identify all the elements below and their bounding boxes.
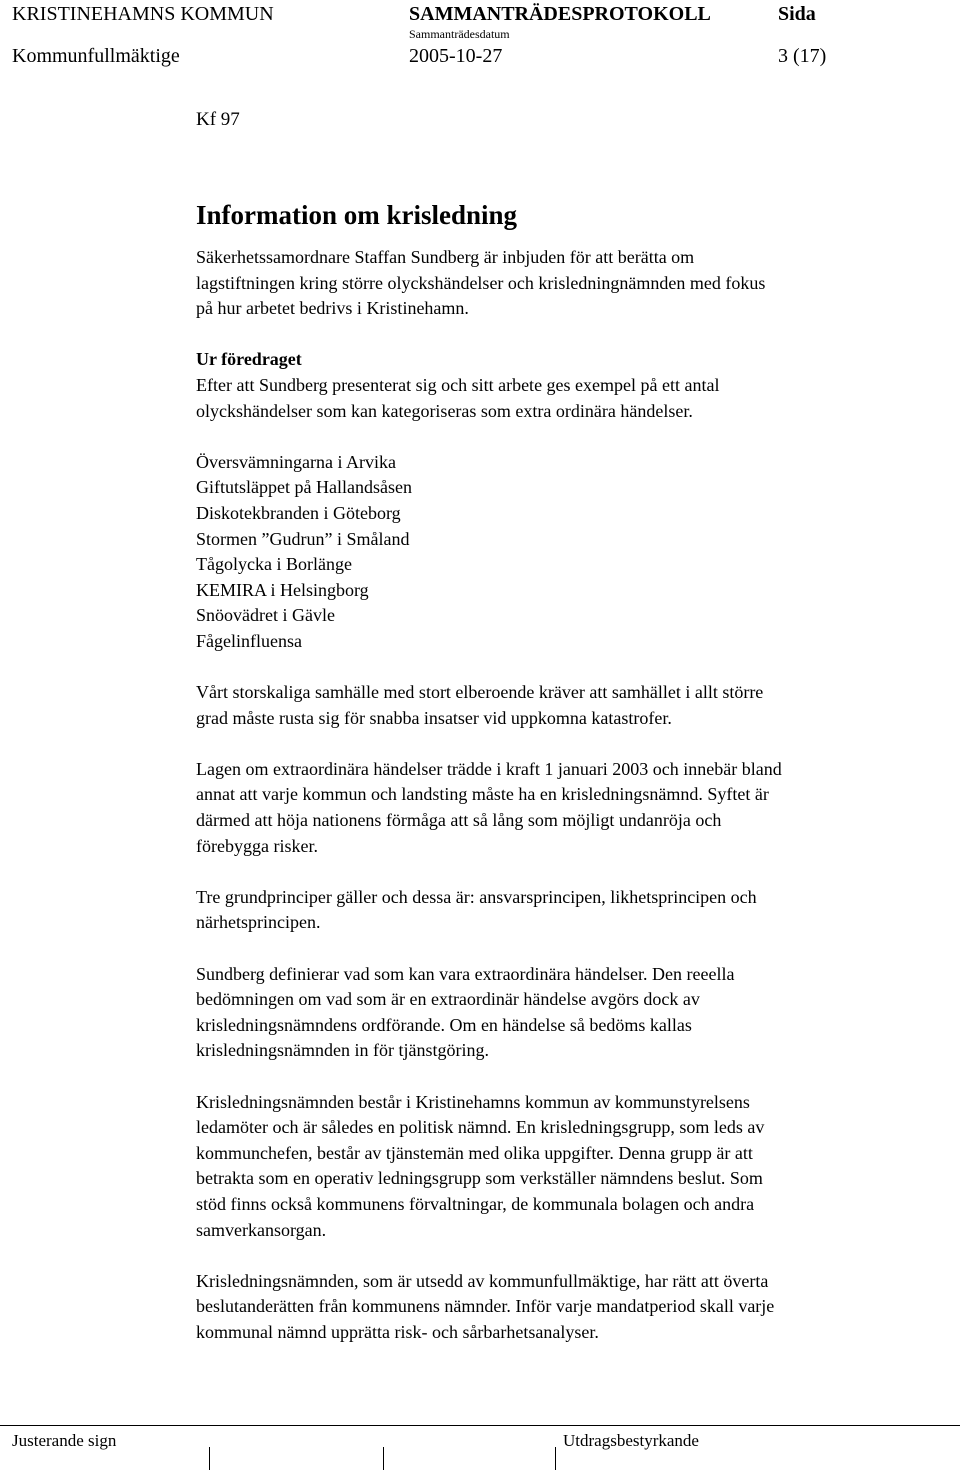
paragraph — [196, 1090, 936, 1244]
text-line: Sundberg definierar vad som kan vara extraordinära händelser. Den reeella — [196, 963, 735, 984]
document-type: SAMMANTRÄDESPROTOKOLL — [409, 3, 711, 25]
paragraph — [196, 962, 936, 1064]
text-line: olyckshändelser som kan kategoriseras som extra ordinära händelser. — [196, 400, 693, 421]
date-label: Sammanträdesdatum — [409, 27, 510, 41]
text-line: krisledningsnämnden in för tjänstgöring. — [196, 1040, 489, 1061]
list-item: Stormen ”Gudrun” i Småland — [196, 528, 410, 549]
organization-name: KRISTINEHAMNS KOMMUN — [12, 3, 274, 25]
lecture-paragraph — [196, 373, 936, 424]
list-item: Tågolycka i Borlänge — [196, 554, 352, 575]
meeting-date: 2005-10-27 — [409, 45, 503, 67]
text-line: betrakta som en operativ ledningsgrupp som verkställer nämndens beslut. Som — [196, 1168, 763, 1189]
intro-paragraph — [196, 245, 936, 322]
paragraph — [196, 680, 936, 731]
text-line: Vårt storskaliga samhälle med stort elberoende kräver att samhället i allt större — [196, 682, 764, 703]
text-line: stöd finns också kommunens förvaltningar, de kommunala bolagen och andra — [196, 1193, 755, 1214]
text-line: beslutanderätten från kommunens nämnder. Inför varje mandatperiod skall varje — [196, 1296, 775, 1317]
text-line: samverkansorgan. — [196, 1219, 327, 1240]
list-item: Översvämningarna i Arvika — [196, 451, 396, 472]
text-line: ledamöter och är således en politisk nämnd. En krisledningsgrupp, som leds av — [196, 1117, 765, 1138]
signature-box-divider — [383, 1447, 384, 1470]
text-line: Krisledningsnämnden, som är utsedd av kommunfullmäktige, har rätt att överta — [196, 1270, 769, 1291]
text-line: därmed att höja nationens förmåga att så lång som möjligt undanröja och — [196, 810, 722, 831]
list-item: Fågelinfluensa — [196, 630, 302, 651]
text-line: annat att varje kommun och landsting måste ha en krisledningsnämnd. Syftet är — [196, 784, 769, 805]
page-label: Sida — [778, 3, 816, 25]
page-number: 3 (17) — [778, 45, 827, 67]
text-line: krisledningsnämndens ordförande. Om en händelse så bedöms kallas — [196, 1014, 692, 1035]
text-line: Krisledningsnämnden består i Kristinehamns kommun av kommunstyrelsens — [196, 1091, 750, 1112]
subheading: Ur föredraget — [196, 349, 302, 370]
text-line: Säkerhetssamordnare Staffan Sundberg är inbjuden för att berätta om — [196, 247, 695, 267]
text-line: Tre grundprinciper gäller och dessa är: ansvarsprincipen, likhetsprincipen och — [196, 886, 757, 907]
document-body — [196, 107, 936, 1346]
text-line: Efter att Sundberg presenterat sig och sitt arbete ges exempel på ett antal — [196, 374, 720, 395]
text-line: närhetsprincipen. — [196, 912, 321, 933]
list-item: KEMIRA i Helsingborg — [196, 579, 369, 600]
body-name: Kommunfullmäktige — [12, 45, 180, 67]
text-line: lagstiftningen kring större olyckshändelser och krisledningnämnden med fokus — [196, 272, 766, 293]
text-line: Lagen om extraordinära händelser trädde i kraft 1 januari 2003 och innebär bland — [196, 758, 782, 779]
events-list — [196, 450, 936, 655]
text-line: grad måste rusta sig för snabba insatser vid uppkomna katastrofer. — [196, 707, 672, 728]
text-line: förebygga risker. — [196, 835, 318, 856]
text-line: på hur arbetet bedrivs i Kristinehamn. — [196, 298, 469, 319]
paragraph — [196, 757, 936, 859]
text-line: kommunal nämnd upprätta risk- och sårbarhetsanalyser. — [196, 1321, 599, 1342]
paragraph — [196, 1269, 936, 1346]
list-item: Diskotekbranden i Göteborg — [196, 502, 401, 523]
text-line: bedömningen om vad som är en extraordinär händelse avgörs dock av — [196, 989, 700, 1010]
section-title: Information om krisledning — [196, 200, 518, 230]
signature-box-divider — [555, 1447, 556, 1470]
signature-box-divider — [209, 1447, 210, 1470]
extract-label: Utdragsbestyrkande — [563, 1431, 699, 1450]
list-item: Snöovädret i Gävle — [196, 605, 335, 626]
footer-divider — [0, 1425, 960, 1426]
section-number: Kf 97 — [196, 109, 240, 130]
list-item: Giftutsläppet på Hallandsåsen — [196, 477, 412, 498]
sign-label: Justerande sign — [12, 1431, 117, 1450]
text-line: kommunchefen, består av tjänstemän med olika uppgifter. Denna grupp är att — [196, 1142, 753, 1163]
paragraph — [196, 885, 936, 936]
